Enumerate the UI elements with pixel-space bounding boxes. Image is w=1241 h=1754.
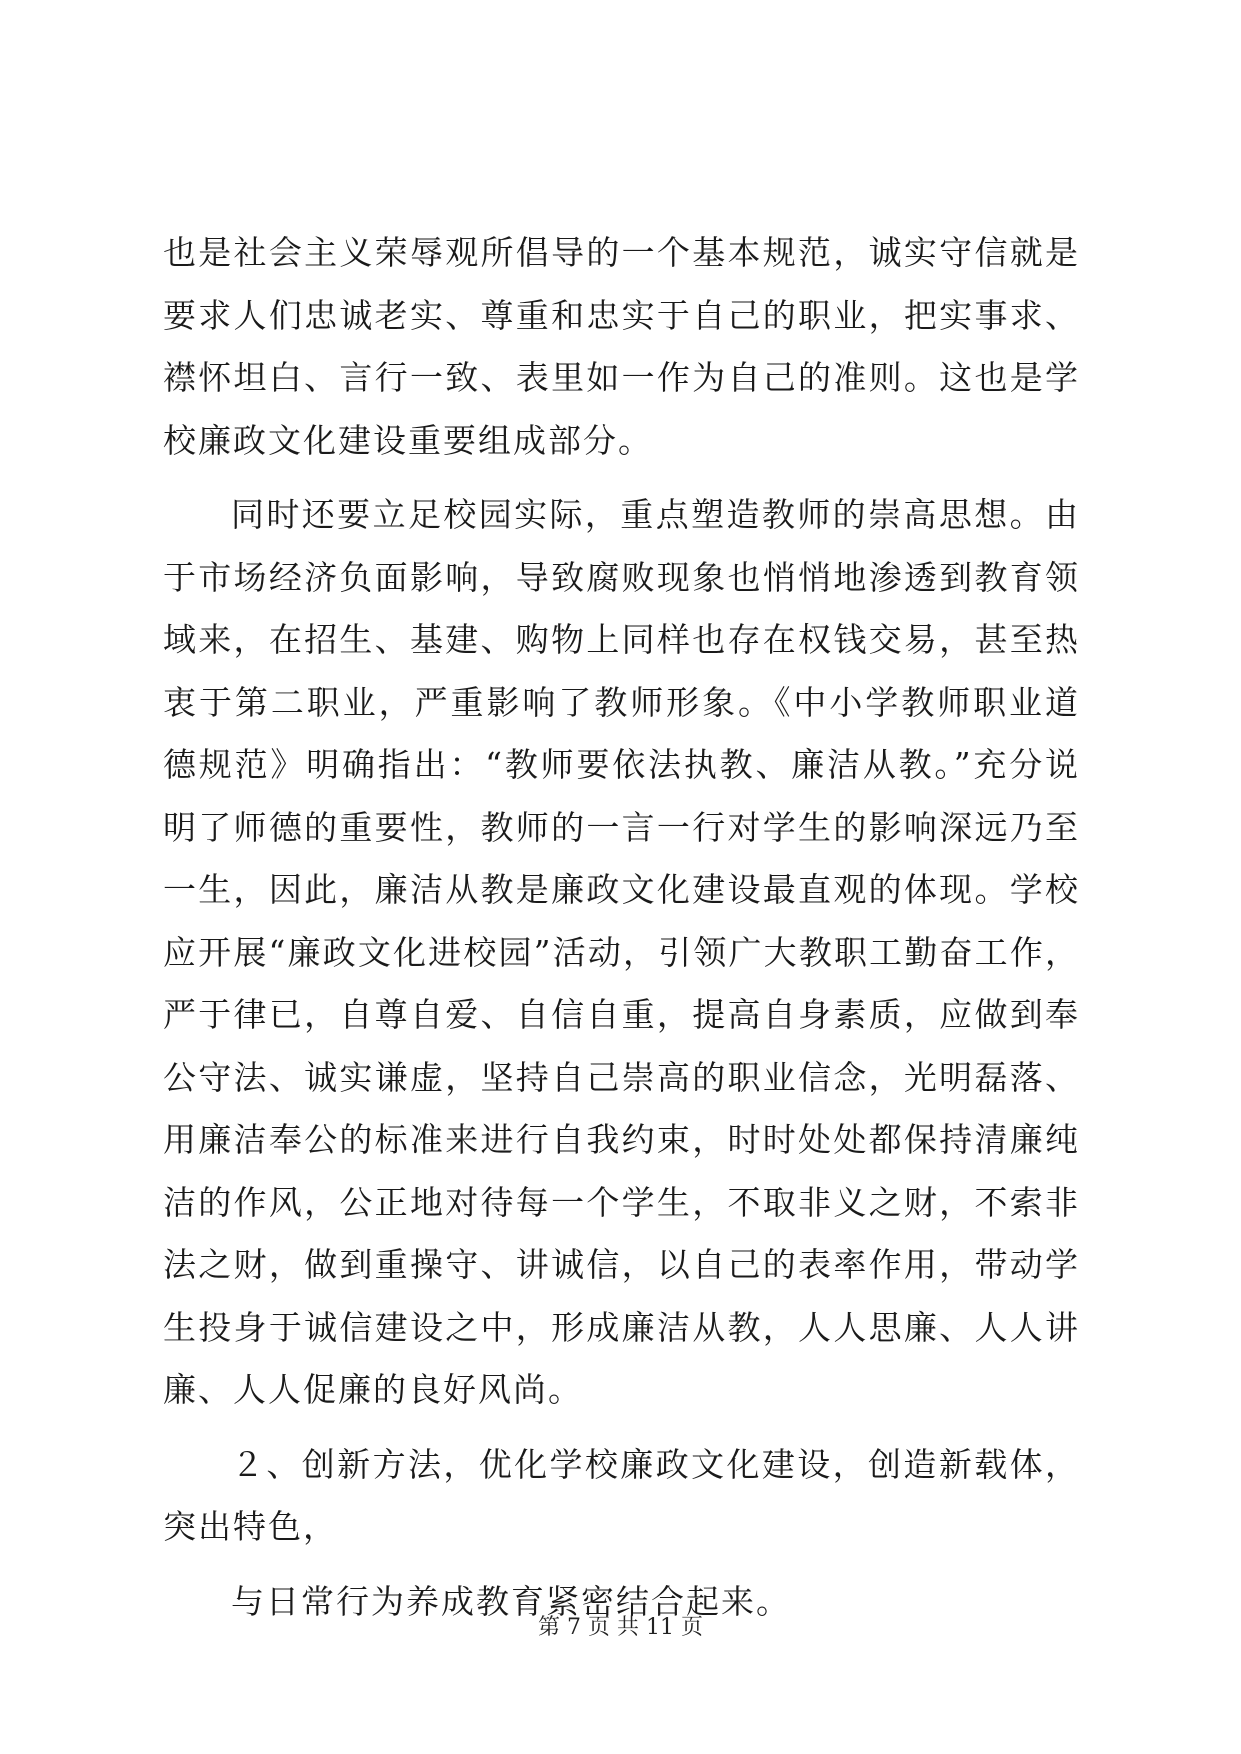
- paragraph-behavior-education: 与日常行为养成教育紧密结合起来。: [231, 1581, 791, 1621]
- paragraph-item-2-heading: ２、创新方法，优化学校廉政文化建设，创造新载体，突出特色，: [163, 1444, 1080, 1546]
- paragraph-continuation: 也是社会主义荣辱观所倡导的一个基本规范，诚实守信就是要求人们忠诚老实、尊重和忠实于自己的职业，把实事求、襟怀坦白、言行一致、表里如一作为自己的准则。这也是学校廉政文化建设重要组成部分。: [163, 233, 1080, 460]
- page-number-footer: 第 7 页 共 11 页: [538, 1615, 703, 1640]
- paragraph-teacher-integrity: 同时还要立足校园实际，重点塑造教师的崇高思想。由于市场经济负面影响，导致腐败现象也悄悄地渗透到教育领域来，在招生、基建、购物上同样也存在权钱交易，甚至热衷于第二职业，严重影响了教师形象。《中小学教师职业道德规范》明确指出：“教师要依法执教、廉洁从教。”充分说明了师德的重要性，教师的一言一行对学生的影响深远乃至一生，因此，廉洁从教是廉政文化建设最直观的体现。学校应开展“廉政文化进校园”活动，引领广大教职工勤奋工作，严于律已，自尊自爱、自信自重，提高自身素质，应做到奉公守法、诚实谦虚，坚持自己崇高的职业信念，光明磊落、用廉洁奉公的标准来进行自我约束，时时处处都保持清廉纯洁的作风，公正地对待每一个学生，不取非义之财，不索非法之财，做到重操守、讲诚信，以自己的表率作用，带动学生投身于诚信建设之中，形成廉洁从教，人人思廉、人人讲廉、人人促廉的良好风尚。: [163, 495, 1080, 1409]
- document-body: [163, 222, 1080, 1633]
